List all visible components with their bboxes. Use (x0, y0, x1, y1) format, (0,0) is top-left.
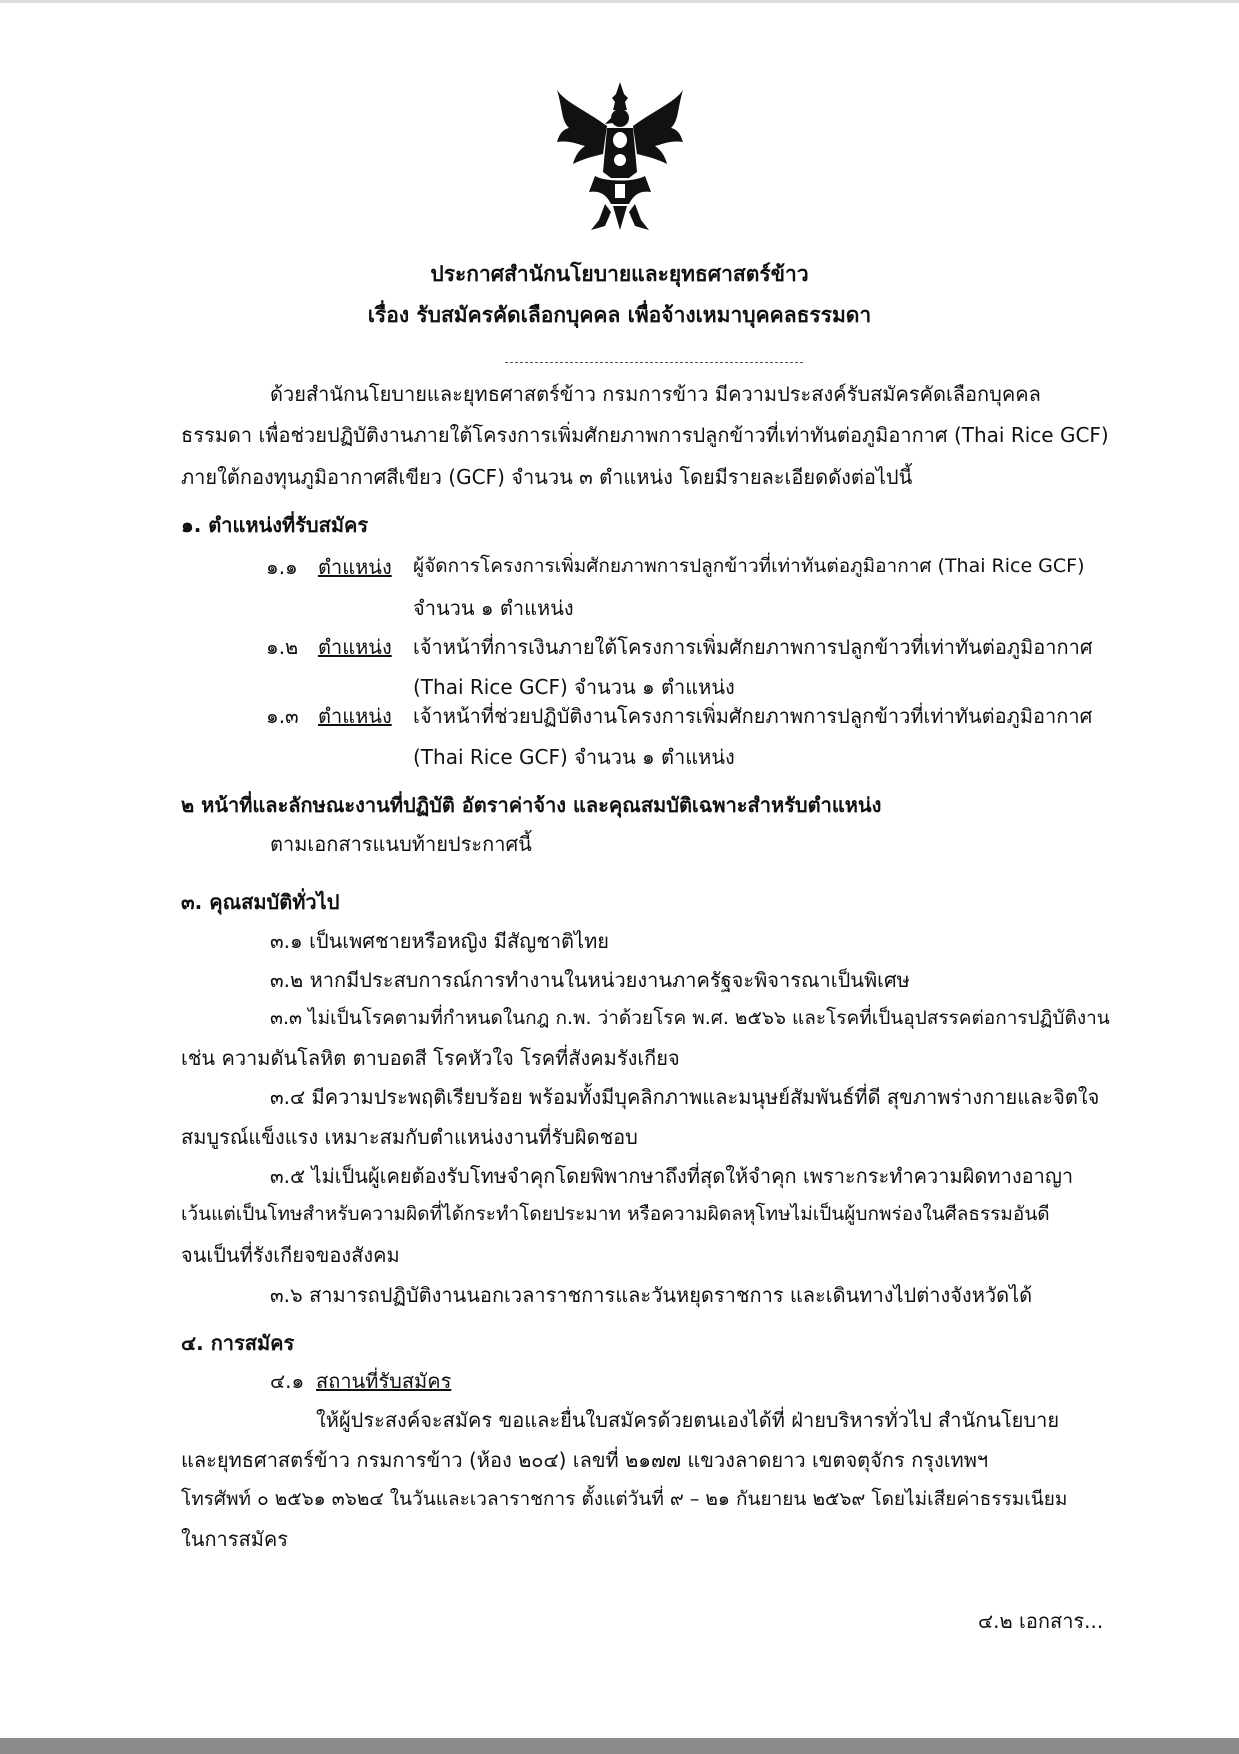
document-subject: เรื่อง รับสมัครคัดเลือกบุคคล เพื่อจ้างเหมาบุคคลธรรมดา (367, 303, 872, 327)
intro-line-1: ด้วยสำนักนโยบายและยุทธศาสตร์ข้าว กรมการข้าว มีความประสงค์รับสมัครคัดเลือกบุคคล (270, 382, 1041, 406)
position-2-number: ๑.๒ (266, 635, 299, 659)
section-4-1-label: สถานที่รับสมัคร (316, 1369, 452, 1393)
position-3-label: ตำแหน่ง (318, 704, 392, 728)
position-3-count: (Thai Rice GCF) จำนวน ๑ ตำแหน่ง (413, 745, 735, 769)
position-2-label: ตำแหน่ง (318, 635, 392, 659)
qualification-3-4: ๓.๔ มีความประพฤติเรียบร้อย พร้อมทั้งมีบุคลิกภาพและมนุษย์สัมพันธ์ที่ดี สุขภาพร่างกายและจิตใจ (270, 1085, 1100, 1109)
qualification-3-5: ๓.๕ ไม่เป็นผู้เคยต้องรับโทษจำคุกโดยพิพากษาถึงที่สุดให้จำคุก เพราะกระทำความผิดทางอาญา (270, 1164, 1074, 1188)
section-3-heading: ๓. คุณสมบัติทั่วไป (181, 890, 340, 914)
application-line-1: ให้ผู้ประสงค์จะสมัคร ขอและยื่นใบสมัครด้วยตนเองได้ที่ ฝ่ายบริหารทั่วไป สำนักนโยบาย (316, 1408, 1060, 1432)
position-2-count: (Thai Rice GCF) จำนวน ๑ ตำแหน่ง (413, 675, 735, 699)
position-1-number: ๑.๑ (266, 555, 298, 579)
garuda-emblem-icon (555, 80, 685, 232)
continued-marker: ๔.๒ เอกสาร... (978, 1609, 1104, 1633)
application-line-4: ในการสมัคร (181, 1527, 289, 1551)
qualification-3-4-cont: สมบูรณ์แข็งแรง เหมาะสมกับตำแหน่งงานที่รับผิดชอบ (181, 1125, 638, 1149)
application-line-3: โทรศัพท์ ๐ ๒๕๖๑ ๓๖๒๔ ในวันและเวลาราชการ ตั้งแต่วันที่ ๙ – ๒๑ กันยายน ๒๕๖๙ โดยไม่เสียค่าธรรมเนียม (181, 1488, 1068, 1510)
position-3-title: เจ้าหน้าที่ช่วยปฏิบัติงานโครงการเพิ่มศักยภาพการปลูกข้าวที่เท่าทันต่อภูมิอากาศ (413, 704, 1093, 728)
qualification-3-6: ๓.๖ สามารถปฏิบัติงานนอกเวลาราชการและวันหยุดราชการ และเดินทางไปต่างจังหวัดได้ (270, 1283, 1033, 1307)
qualification-3-3-cont: เช่น ความดันโลหิต ตาบอดสี โรคหัวใจ โรคที่สังคมรังเกียจ (181, 1046, 680, 1070)
qualification-3-1: ๓.๑ เป็นเพศชายหรือหญิง มีสัญชาติไทย (270, 929, 609, 953)
qualification-3-5-cont: เว้นแต่เป็นโทษสำหรับความผิดที่ได้กระทำโดยประมาท หรือความผิดลหุโทษไม่เป็นผู้บกพร่องในศีลธรรมอันดี (181, 1203, 1050, 1225)
scan-edge-bottom (0, 1738, 1239, 1754)
section-2-heading: ๒ หน้าที่และลักษณะงานที่ปฏิบัติ อัตราค่าจ้าง และคุณสมบัติเฉพาะสำหรับตำแหน่ง (181, 793, 882, 817)
qualification-3-3: ๓.๓ ไม่เป็นโรคตามที่กำหนดในกฎ ก.พ. ว่าด้วยโรค พ.ศ. ๒๕๖๖ และโรคที่เป็นอุปสรรคต่อการปฏิบัติงาน (270, 1007, 1110, 1029)
intro-line-3: ภายใต้กองทุนภูมิอากาศสีเขียว (GCF) จำนวน ๓ ตำแหน่ง โดยมีรายละเอียดดังต่อไปนี้ (181, 465, 913, 489)
section-1-heading: ๑. ตำแหน่งที่รับสมัคร (181, 513, 369, 537)
qualification-3-5-cont-2: จนเป็นที่รังเกียจของสังคม (181, 1243, 400, 1267)
document-title: ประกาศสำนักนโยบายและยุทธศาสตร์ข้าว (430, 262, 809, 286)
section-4-heading: ๔. การสมัคร (181, 1331, 295, 1355)
position-1-label: ตำแหน่ง (318, 555, 392, 579)
intro-line-2: ธรรมดา เพื่อช่วยปฏิบัติงานภายใต้โครงการเพิ่มศักยภาพการปลูกข้าวที่เท่าทันต่อภูมิอากาศ (Thai Rice GCF) (181, 423, 1109, 447)
section-2-body: ตามเอกสารแนบท้ายประกาศนี้ (270, 832, 532, 856)
scan-edge-top (0, 0, 1239, 3)
position-1-count: จำนวน ๑ ตำแหน่ง (413, 596, 574, 620)
position-2-title: เจ้าหน้าที่การเงินภายใต้โครงการเพิ่มศักยภาพการปลูกข้าวที่เท่าทันต่อภูมิอากาศ (413, 635, 1093, 659)
title-divider (505, 362, 803, 363)
qualification-3-2: ๓.๒ หากมีประสบการณ์การทำงานในหน่วยงานภาครัฐจะพิจารณาเป็นพิเศษ (270, 968, 910, 992)
section-4-1-number: ๔.๑ (270, 1369, 305, 1393)
position-3-number: ๑.๓ (266, 704, 299, 728)
application-line-2: และยุทธศาสตร์ข้าว กรมการข้าว (ห้อง ๒๐๔) เลขที่ ๒๑๗๗ แขวงลาดยาว เขตจตุจักร กรุงเทพฯ (181, 1448, 989, 1472)
position-1-title: ผู้จัดการโครงการเพิ่มศักยภาพการปลูกข้าวที่เท่าทันต่อภูมิอากาศ (Thai Rice GCF) (413, 555, 1085, 577)
